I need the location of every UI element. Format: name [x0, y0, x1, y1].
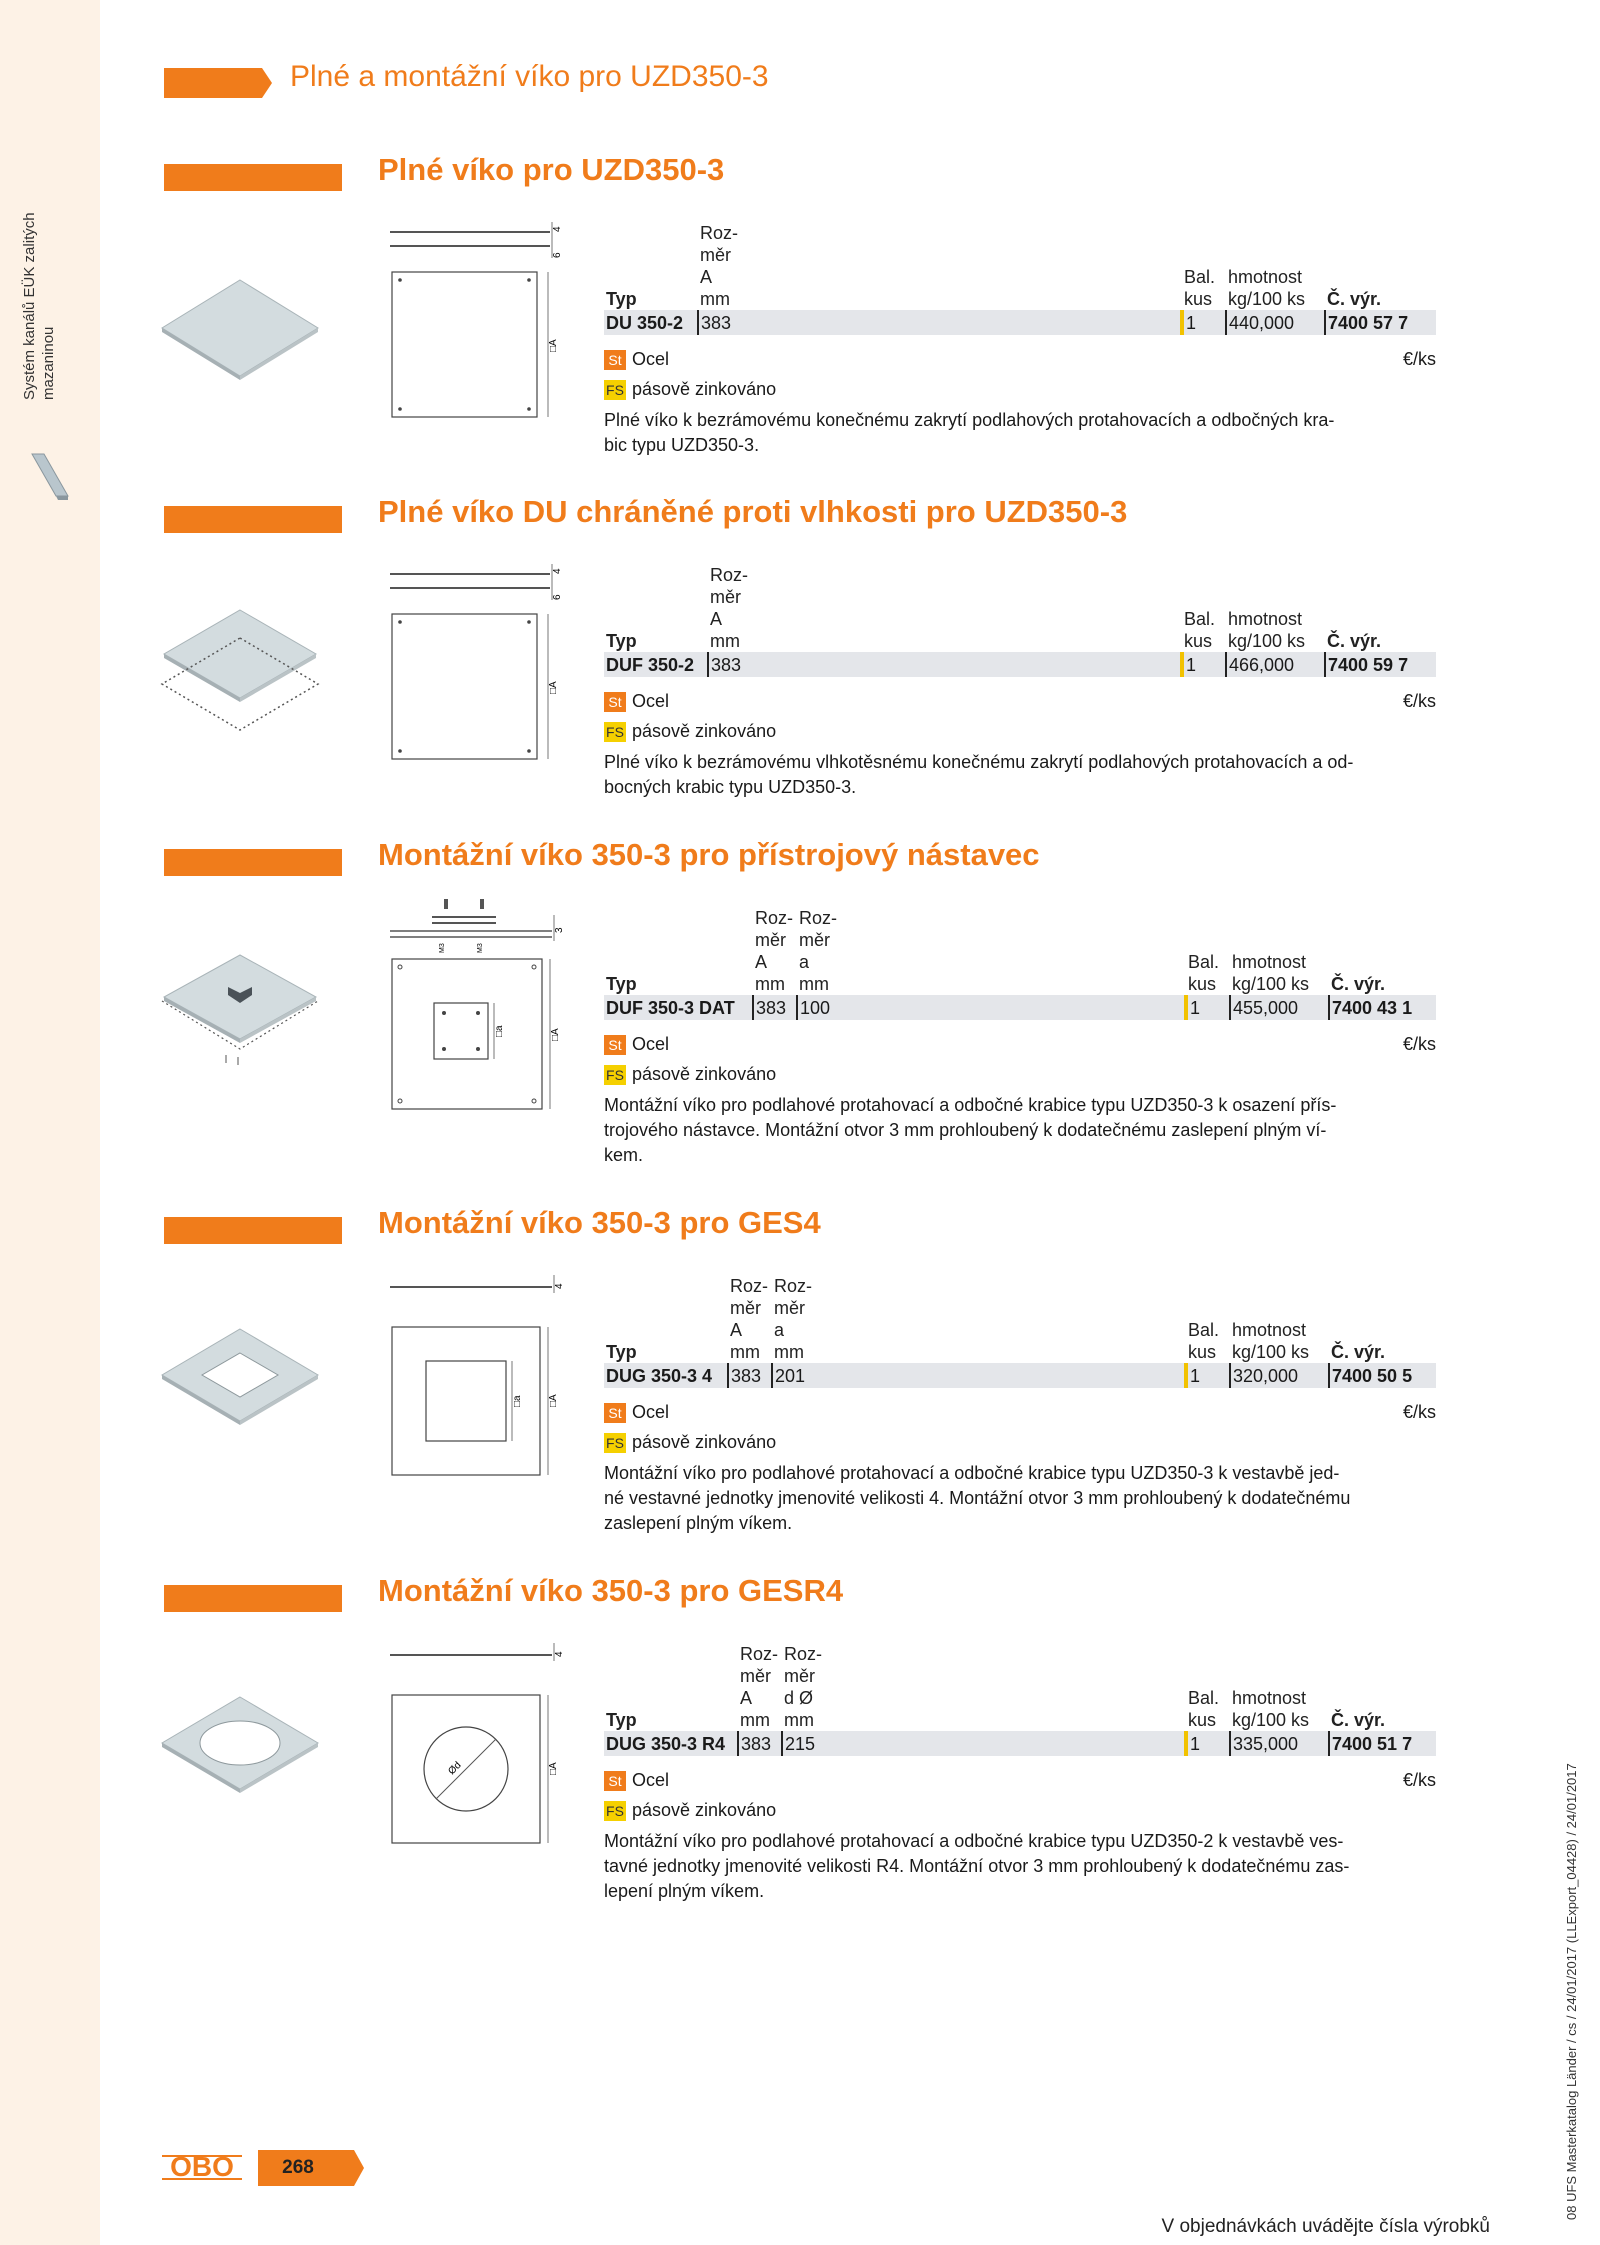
- col-mer2: měr: [774, 1298, 805, 1318]
- material-steel: Ocel: [632, 1402, 670, 1422]
- technical-drawing: [380, 218, 580, 428]
- footer-note: V objednávkách uvádějte čísla výrobků: [1161, 2216, 1490, 2237]
- col-roz: Roz-: [755, 908, 794, 928]
- col-a-small: a: [799, 952, 810, 972]
- col-kus: kus: [1184, 289, 1213, 309]
- material-line: [604, 1399, 1436, 1425]
- cell-pack: 1: [1182, 310, 1226, 335]
- cell-weight: 466,000: [1226, 652, 1325, 677]
- col-typ: Typ: [606, 1710, 637, 1730]
- cell-dim-a: 383: [753, 995, 797, 1020]
- dim-d-label: Ød: [446, 1759, 464, 1778]
- col-mm2: mm: [799, 974, 829, 994]
- dim-a-label: □A: [548, 1394, 559, 1407]
- spec-table: [604, 222, 1436, 335]
- col-a: A: [710, 609, 723, 629]
- cell-type: DUG 350-3 4: [604, 1363, 728, 1388]
- technical-drawing: [380, 560, 580, 770]
- col-d: d Ø: [784, 1688, 814, 1708]
- col-roz: Roz-: [710, 565, 749, 585]
- cell-dim-a: 383: [708, 652, 1182, 677]
- col-kg: kg/100 ks: [1228, 289, 1306, 309]
- dim-3-label: 3: [554, 927, 565, 933]
- col-kus: kus: [1188, 1710, 1217, 1730]
- dim-a-label: □A: [548, 1762, 559, 1775]
- dim-a-small-label: □a: [512, 1395, 523, 1407]
- section-bar: [164, 849, 342, 876]
- col-typ: Typ: [606, 1342, 637, 1362]
- col-bal: Bal.: [1188, 1688, 1220, 1708]
- col-bal: Bal.: [1188, 952, 1220, 972]
- dim-a-label: □A: [550, 1028, 561, 1041]
- badge-fs: FS: [604, 1801, 626, 1821]
- col-bal: Bal.: [1188, 1320, 1220, 1340]
- cell-weight: 440,000: [1226, 310, 1325, 335]
- col-roz2: Roz-: [799, 908, 838, 928]
- section-title: Plné víko pro UZD350-3: [378, 152, 725, 187]
- page-number: 268: [282, 2157, 314, 2178]
- dim-4-label: 4: [554, 1651, 565, 1657]
- cell-type: DUF 350-3 DAT: [604, 995, 753, 1020]
- col-typ: Typ: [606, 289, 637, 309]
- table-row: [604, 310, 1436, 335]
- dim-a-small-label: □a: [494, 1025, 505, 1037]
- col-roz: Roz-: [740, 1644, 779, 1664]
- finish-line: [604, 1797, 1436, 1823]
- section-title: Montážní víko 350-3 pro GESR4: [378, 1573, 844, 1608]
- finish-text: pásově zinkováno: [632, 1432, 777, 1452]
- cell-article: 7400 57 7: [1325, 310, 1436, 335]
- cell-article: 7400 51 7: [1329, 1731, 1436, 1756]
- col-mm: mm: [755, 974, 785, 994]
- dim-4-label: 4: [552, 226, 563, 232]
- finish-line: [604, 376, 1436, 402]
- cell-weight: 320,000: [1230, 1363, 1329, 1388]
- col-a: A: [730, 1320, 743, 1340]
- col-cvyr: Č. výr.: [1327, 631, 1382, 651]
- cell-dim-b: 100: [797, 995, 1186, 1020]
- col-a-small: a: [774, 1320, 785, 1340]
- cell-weight: 455,000: [1230, 995, 1329, 1020]
- section-bar: [164, 506, 342, 533]
- description: Montážní víko pro podlahové protahovací a odbočné krabice typu UZD350-3 k osazení přís- trojového nástavce. Montážní otvor 3 mm prohloubený k dodatečnému zaslepení plným ví- kem.: [604, 1095, 1337, 1165]
- badge-fs: FS: [604, 1433, 626, 1453]
- col-mer: měr: [710, 587, 741, 607]
- material-line: [604, 1767, 1436, 1793]
- dim-4-label: 4: [554, 1283, 565, 1289]
- table-row: [604, 1731, 1436, 1756]
- table-row: [604, 652, 1436, 677]
- finish-text: pásově zinkováno: [632, 721, 777, 741]
- material-line: [604, 688, 1436, 714]
- col-kus: kus: [1188, 974, 1217, 994]
- col-hmotnost: hmotnost: [1232, 1688, 1307, 1708]
- material-steel: Ocel: [632, 1034, 670, 1054]
- product-photo-gesr4-cover: [150, 1677, 330, 1817]
- col-mm: mm: [710, 631, 740, 651]
- m3-label: M3: [439, 943, 446, 953]
- dim-4-label: 4: [552, 568, 563, 574]
- technical-drawing: [380, 1637, 580, 1847]
- col-a: A: [700, 267, 713, 287]
- side-chapter-line1: Systém kanálů EÜK zalitých: [21, 212, 38, 400]
- dim-6-label: 6: [552, 594, 563, 600]
- badge-st: St: [604, 1403, 626, 1423]
- finish-line: [604, 1429, 1436, 1455]
- finish-text: pásově zinkováno: [632, 1064, 777, 1084]
- col-kg: kg/100 ks: [1228, 631, 1306, 651]
- col-mer2: měr: [799, 930, 830, 950]
- price-unit: €/ks: [1402, 349, 1436, 369]
- col-kg: kg/100 ks: [1232, 1710, 1310, 1730]
- cell-dim-a: 383: [698, 310, 1182, 335]
- finish-line: [604, 718, 1436, 744]
- col-mer2: měr: [784, 1666, 815, 1686]
- dim-6-label: 6: [552, 252, 563, 258]
- material-steel: Ocel: [632, 1770, 670, 1790]
- col-mm: mm: [740, 1710, 770, 1730]
- cell-dim-b: 215: [782, 1731, 1186, 1756]
- col-roz2: Roz-: [774, 1276, 813, 1296]
- section-title: Montážní víko 350-3 pro přístrojový nástavec: [378, 837, 1040, 872]
- col-hmotnost: hmotnost: [1228, 267, 1303, 287]
- badge-fs: FS: [604, 1065, 626, 1085]
- cell-weight: 335,000: [1230, 1731, 1329, 1756]
- product-photo-moisture-cover: [150, 598, 330, 748]
- side-chapter-label: [20, 212, 58, 400]
- cell-article: 7400 43 1: [1329, 995, 1436, 1020]
- cell-dim-b: 201: [772, 1363, 1186, 1388]
- cell-pack: 1: [1186, 1363, 1230, 1388]
- section-bar: [164, 1217, 342, 1244]
- price-unit: €/ks: [1402, 691, 1436, 711]
- channel-tab-icon: [30, 452, 70, 502]
- spec-table: [604, 907, 1436, 1020]
- page-title: Plné a montážní víko pro UZD350-3: [290, 60, 769, 93]
- cell-type: DU 350-2: [604, 310, 698, 335]
- cell-type: DUG 350-3 R4: [604, 1731, 738, 1756]
- technical-drawing: [380, 895, 580, 1115]
- price-unit: €/ks: [1402, 1402, 1436, 1422]
- finish-text: pásově zinkováno: [632, 379, 777, 399]
- cell-pack: 1: [1186, 995, 1230, 1020]
- header-arrow-bar: [164, 68, 272, 98]
- m3-label: M3: [477, 943, 484, 953]
- col-mer: měr: [755, 930, 786, 950]
- product-photo-dat-cover: [150, 941, 330, 1091]
- product-photo-solid-cover: [150, 260, 330, 400]
- cell-pack: 1: [1182, 652, 1226, 677]
- col-hmotnost: hmotnost: [1232, 952, 1307, 972]
- col-cvyr: Č. výr.: [1331, 1710, 1386, 1730]
- col-mer: měr: [730, 1298, 761, 1318]
- col-cvyr: Č. výr.: [1331, 974, 1386, 994]
- material-steel: Ocel: [632, 349, 670, 369]
- description: Montážní víko pro podlahové protahovací a odbočné krabice typu UZD350-2 k vestavbě ves- tavné jednotky jmenovité velikosti R4. Montážní otvor 3 mm prohloubený k dodatečnému zas- lepení plným víkem.: [604, 1831, 1350, 1901]
- col-roz2: Roz-: [784, 1644, 823, 1664]
- side-chapter-line2: mazaninou: [40, 326, 57, 400]
- table-row: [604, 1363, 1436, 1388]
- dim-a-label: □A: [548, 339, 559, 352]
- logo-text: OBO: [170, 2152, 234, 2182]
- col-mm: mm: [700, 289, 730, 309]
- description: Plné víko k bezrámovému vlhkotěsnému konečnému zakrytí podlahových protahovacích a od- bocných krabic typu UZD350-3.: [604, 752, 1354, 797]
- material-line: [604, 1031, 1436, 1057]
- col-hmotnost: hmotnost: [1232, 1320, 1307, 1340]
- catalog-reference: 08 UFS Masterkatalog Länder / cs / 24/01/2017 (LLExport_04428) / 24/01/2017: [1564, 1763, 1579, 2220]
- col-kg: kg/100 ks: [1232, 1342, 1310, 1362]
- col-bal: Bal.: [1184, 609, 1216, 629]
- section-bar: [164, 1585, 342, 1612]
- cell-pack: 1: [1186, 1731, 1230, 1756]
- badge-st: St: [604, 350, 626, 370]
- col-cvyr: Č. výr.: [1327, 289, 1382, 309]
- cell-article: 7400 50 5: [1329, 1363, 1436, 1388]
- spec-table: [604, 564, 1436, 677]
- cell-dim-a: 383: [738, 1731, 782, 1756]
- finish-text: pásově zinkováno: [632, 1800, 777, 1820]
- badge-fs: FS: [604, 722, 626, 742]
- material-steel: Ocel: [632, 691, 670, 711]
- finish-line: [604, 1061, 1436, 1087]
- table-row: [604, 995, 1436, 1020]
- col-typ: Typ: [606, 974, 637, 994]
- col-mm2: mm: [774, 1342, 804, 1362]
- col-mer: měr: [700, 245, 731, 265]
- col-mm: mm: [730, 1342, 760, 1362]
- description: Plné víko k bezrámovému konečnému zakrytí podlahových protahovacích a odbočných kra- bic typu UZD350-3.: [604, 410, 1335, 455]
- description: Montážní víko pro podlahové protahovací a odbočné krabice typu UZD350-3 k vestavbě jed- né vestavné jednotky jmenovité velikosti 4. Montážní otvor 3 mm prohloubený k dodatečnému zaslepení plným víkem.: [604, 1463, 1351, 1533]
- col-kus: kus: [1188, 1342, 1217, 1362]
- cell-type: DUF 350-2: [604, 652, 708, 677]
- badge-st: St: [604, 692, 626, 712]
- cell-article: 7400 59 7: [1325, 652, 1436, 677]
- col-typ: Typ: [606, 631, 637, 651]
- section-title: Plné víko DU chráněné proti vlhkosti pro UZD350-3: [378, 494, 1128, 529]
- price-unit: €/ks: [1402, 1034, 1436, 1054]
- product-photo-ges4-cover: [150, 1309, 330, 1449]
- col-hmotnost: hmotnost: [1228, 609, 1303, 629]
- badge-fs: FS: [604, 380, 626, 400]
- obo-logo: [160, 2152, 244, 2182]
- col-bal: Bal.: [1184, 267, 1216, 287]
- col-roz: Roz-: [700, 223, 739, 243]
- technical-drawing: [380, 1269, 580, 1479]
- material-line: [604, 346, 1436, 372]
- col-kus: kus: [1184, 631, 1213, 651]
- col-roz: Roz-: [730, 1276, 769, 1296]
- section-title: Montážní víko 350-3 pro GES4: [378, 1205, 821, 1240]
- cell-dim-a: 383: [728, 1363, 772, 1388]
- dim-a-label: □A: [548, 681, 559, 694]
- spec-table: [604, 1275, 1436, 1388]
- col-a: A: [755, 952, 768, 972]
- col-a: A: [740, 1688, 753, 1708]
- badge-st: St: [604, 1771, 626, 1791]
- col-cvyr: Č. výr.: [1331, 1342, 1386, 1362]
- badge-st: St: [604, 1035, 626, 1055]
- col-kg: kg/100 ks: [1232, 974, 1310, 994]
- section-bar: [164, 164, 342, 191]
- price-unit: €/ks: [1402, 1770, 1436, 1790]
- spec-table: [604, 1643, 1436, 1756]
- col-mm2: mm: [784, 1710, 814, 1730]
- col-mer: měr: [740, 1666, 771, 1686]
